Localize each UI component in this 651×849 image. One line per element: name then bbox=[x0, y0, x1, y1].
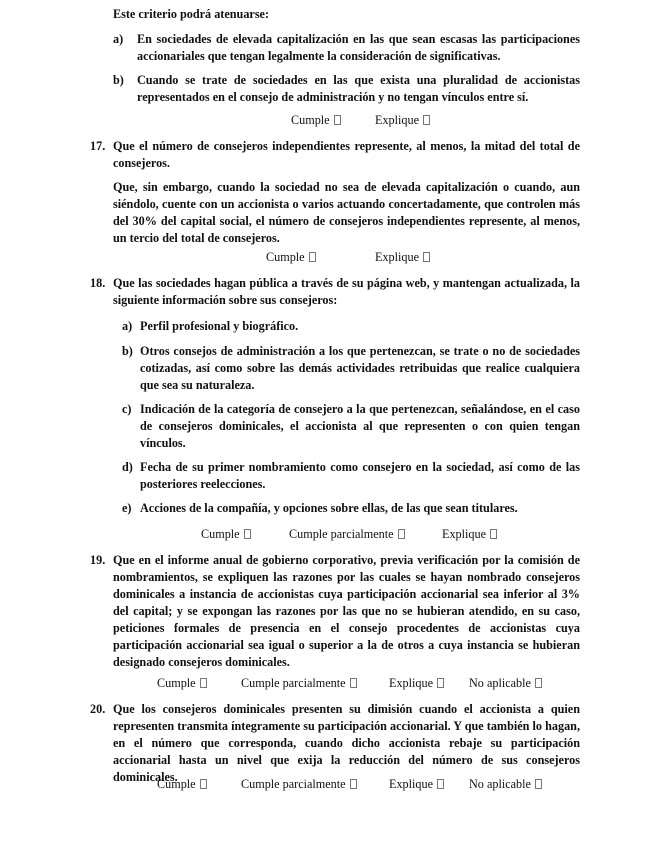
sub-label: e) bbox=[122, 501, 132, 515]
option-cumple[interactable]: Cumple bbox=[157, 675, 207, 692]
item-number: 19. bbox=[90, 553, 106, 567]
sub-text: Otros consejos de administración a los que pertenezcan, se trate o no de sociedades cotizadas, así como sobre las demás actividades retribuidas que realice cualquiera que sea su naturaleza. bbox=[140, 344, 580, 392]
sub-label: b) bbox=[122, 344, 133, 358]
option-cumple-parcialmente[interactable]: Cumple parcialmente bbox=[241, 776, 357, 793]
sub-label: a) bbox=[122, 319, 133, 333]
options-row bbox=[0, 675, 651, 692]
options-row bbox=[0, 112, 651, 129]
options-row bbox=[0, 526, 651, 543]
checkbox-icon[interactable] bbox=[350, 779, 357, 789]
option-no-aplicable[interactable]: No aplicable bbox=[469, 675, 542, 692]
checkbox-icon[interactable] bbox=[398, 529, 405, 539]
sub-text: Acciones de la compañía, y opciones sobre ellas, de las que sean titulares. bbox=[140, 501, 518, 515]
checkbox-icon[interactable] bbox=[437, 678, 444, 688]
item-text: Que el número de consejeros independientes represente, al menos, la mitad del total de consejeros. bbox=[113, 139, 580, 170]
checkbox-icon[interactable] bbox=[535, 779, 542, 789]
intro-text: Este criterio podrá atenuarse: bbox=[113, 7, 270, 21]
item-number: 18. bbox=[90, 276, 106, 290]
option-explique[interactable]: Explique bbox=[442, 526, 497, 543]
options-row bbox=[0, 776, 651, 793]
item-number: 17. bbox=[90, 139, 106, 153]
option-cumple-parcialmente[interactable]: Cumple parcialmente bbox=[241, 675, 357, 692]
option-no-aplicable[interactable]: No aplicable bbox=[469, 776, 542, 793]
sub-text: En sociedades de elevada capitalización en las que sean escasas las participaciones accionariales que tengan legalmente la consideración de significativas. bbox=[137, 32, 580, 63]
option-cumple[interactable]: Cumple bbox=[201, 526, 251, 543]
checkbox-icon[interactable] bbox=[350, 678, 357, 688]
sub-text: Fecha de su primer nombramiento como consejero en la sociedad, así como de las posteriores reelecciones. bbox=[140, 460, 580, 491]
sub-label: a) bbox=[113, 32, 124, 46]
option-cumple-parcialmente[interactable]: Cumple parcialmente bbox=[289, 526, 405, 543]
item-paragraph: Que, sin embargo, cuando la sociedad no sea de elevada capitalización o cuando, aun siéndolo, cuente con un accionista o varios actuando concertadamente, que controlen más del 30% del capital social, el número de consejeros independientes represente, al menos, un tercio del total de consejeros. bbox=[113, 180, 580, 245]
sub-text: Cuando se trate de sociedades en las que exista una pluralidad de accionistas representados en el consejo de administración y no tengan vínculos entre sí. bbox=[137, 73, 580, 104]
option-cumple[interactable]: Cumple bbox=[157, 776, 207, 793]
option-cumple[interactable]: Cumple bbox=[266, 249, 316, 266]
checkbox-icon[interactable] bbox=[334, 115, 341, 125]
option-cumple[interactable]: Cumple bbox=[291, 112, 341, 129]
option-explique[interactable]: Explique bbox=[389, 675, 444, 692]
item-text: Que los consejeros dominicales presenten su dimisión cuando el accionista a quien representen transmita íntegramente su participación accionarial. Y que también lo hagan, en el número que corresponda, cuando dicho accionista rebaje su participación accionarial hasta un nivel que exija la reducción del número de sus consejeros dominicales. bbox=[113, 702, 580, 784]
item-text: Que las sociedades hagan pública a través de su página web, y mantengan actualizada, la siguiente información sobre sus consejeros: bbox=[113, 276, 580, 307]
sub-label: b) bbox=[113, 73, 124, 87]
sub-text: Indicación de la categoría de consejero a la que pertenezcan, señalándose, en el caso de consejeros dominicales, el accionista al que representen o con quien tengan vínculos. bbox=[140, 402, 580, 450]
options-row bbox=[0, 249, 651, 266]
sub-text: Perfil profesional y biográfico. bbox=[140, 319, 299, 333]
checkbox-icon[interactable] bbox=[423, 115, 430, 125]
option-explique[interactable]: Explique bbox=[389, 776, 444, 793]
checkbox-icon[interactable] bbox=[244, 529, 251, 539]
option-explique[interactable]: Explique bbox=[375, 249, 430, 266]
checkbox-icon[interactable] bbox=[309, 252, 316, 262]
option-explique[interactable]: Explique bbox=[375, 112, 430, 129]
checkbox-icon[interactable] bbox=[490, 529, 497, 539]
checkbox-icon[interactable] bbox=[423, 252, 430, 262]
checkbox-icon[interactable] bbox=[200, 779, 207, 789]
checkbox-icon[interactable] bbox=[437, 779, 444, 789]
checkbox-icon[interactable] bbox=[535, 678, 542, 688]
item-number: 20. bbox=[90, 702, 106, 716]
sub-label: d) bbox=[122, 460, 133, 474]
sub-label: c) bbox=[122, 402, 132, 416]
checkbox-icon[interactable] bbox=[200, 678, 207, 688]
item-text: Que en el informe anual de gobierno corporativo, previa verificación por la comisión de nombramientos, se expliquen las razones por las cuales se hayan nombrado consejeros dominicales a instancia de accionistas cuya participación accionarial sea inferior al 3% del capital; y se expongan las razones por las que no se hubieran atendido, en su caso, peticiones formales de presencia en el consejo procedentes de accionistas cuya participación accionarial sea igual o superior a la de otros a cuya instancia se hubieran designado consejeros dominicales. bbox=[113, 553, 580, 669]
